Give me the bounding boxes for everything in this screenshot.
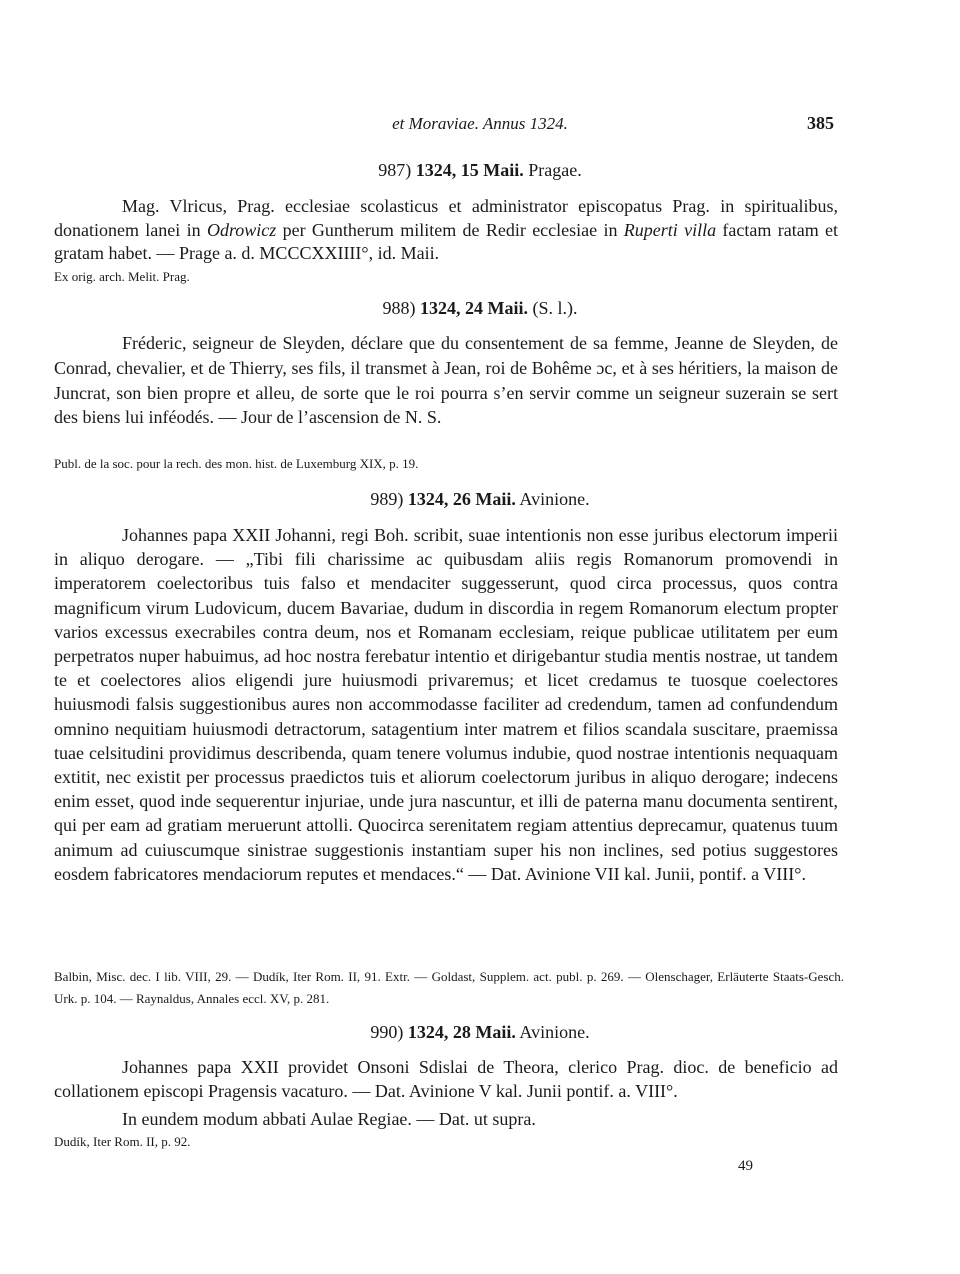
entry-date: 1324, 28 Maii. <box>407 1022 516 1042</box>
entry-place: Avinione. <box>519 489 590 509</box>
entry-source: Ex orig. arch. Melit. Prag. <box>54 269 190 284</box>
entry-date: 1324, 24 Maii. <box>420 298 528 318</box>
entry-heading <box>0 160 960 181</box>
entry-heading <box>0 1022 960 1043</box>
entry-heading <box>0 489 960 510</box>
entry-number: 990) <box>370 1022 404 1042</box>
running-head-title: et Moraviae. Annus 1324. <box>392 114 568 133</box>
entry-number: 988) <box>382 298 416 318</box>
page-number: 385 <box>807 113 834 133</box>
entry-source: Dudík, Iter Rom. II, p. 92. <box>54 1134 191 1149</box>
entry-place: Pragae. <box>528 160 582 180</box>
entry-date: 1324, 15 Maii. <box>415 160 524 180</box>
entry-body: Johannes papa XXII Johanni, regi Boh. scribit, suae intentionis non esse juribus electorum imperii in aliquo derogare. — „Tibi fili charissime ac quibusdam aliis regis Romanorum promovendi in imperatorem coelectoribus tuis falso et mendaciter suggesserunt, quod circa processus, quos contra magnificum virum Ludovicum, ducem Bavariae, dudum in discordia in regem Romanorum electum propter varios excessus execrabiles contra deum, nos et Romanam ecclesiam, reique publicae utilitatem per eum perpetratos nuper habuimus, ad hoc nostra ferebatur intentio et dirigebantur studia mentis nostrae, ut tandem te et coelectores alios eligendi jure huiusmodi privaremus; et licet credamus te tuosque coelectores huiusmodi falsis suggestionibus aures non accommodasse faciliter ad credendum, tamen ad confundendum omnino nequitiam huiusmodi detractorum, satagentium inter matrem et filios scandala suscitare, praemissa tuae celsitudini providimus describenda, quam tenere volumus indubie, quod nostrae intentionis nequaquam extitit, nec existit per processus praedictos tuis et aliorum coelectorum juribus in aliquo derogare; indecens enim esset, quod inde sequerentur injuriae, unde jura nascuntur, et illi de paterna manu documenta sentirent, qui per eam ad gratiam meruerunt attolli. Quocirca serenitatem regiam attentius deprecamur, quatenus tuum animum ad cuiuscumque sinistrae suggestionis instantiam super his non inclines, sed potius suggestores eosdem fabricatores mendaciorum reputes et mendaces.“ — Dat. Avinione VII kal. Junii, pontif. a VIII°. <box>54 525 838 884</box>
entry-body: Johannes papa XXII providet Onsoni Sdislai de Theora, clerico Prag. dioc. de beneficio ad collationem episcopi Pragensis vacaturo. — Dat. Avinione V kal. Junii pontif. a. VIII°. <box>54 1057 838 1101</box>
entry-body-continued: In eundem modum abbati Aulae Regiae. — Dat. ut supra. <box>122 1109 536 1129</box>
entry-number: 987) <box>378 160 412 180</box>
signature-mark: 49 <box>738 1158 753 1174</box>
entry-source: Balbin, Misc. dec. I lib. VIII, 29. — Dudík, Iter Rom. II, 91. Extr. — Goldast, Supplem. act. publ. p. 269. — Olenschager, Erläuterte Staats-Gesch. Urk. p. 104. — Raynaldus, Annales eccl. XV, p. 281. <box>54 969 844 1006</box>
entry-place: (S. l.). <box>532 298 578 318</box>
entry-body: Mag. Vlricus, Prag. ecclesiae scolasticus et administrator episcopatus Prag. in spiritualibus, donationem lanei in Odrowicz per Guntherum militem de Redir ecclesiae in Ruperti villa factam ratam et gratam habet. — Prage a. d. MCCCXXIIII°, id. Maii. <box>54 196 839 264</box>
entry-body: Fréderic, seigneur de Sleyden, déclare que du consentement de sa femme, Jeanne de Sleyden, de Conrad, chevalier, et de Thierry, ses fils, il transmet à Jean, roi de Bohême ɔc, et à ses héritiers, la maison de Juncrat, son bien propre et alleu, de sorte que le roi pourra s’en servir comme un seigneur suzerain se sert des biens lui inféodés. — Jour de l’ascension de N. S. <box>54 333 838 428</box>
entry-number: 989) <box>370 489 404 509</box>
entry-source: Publ. de la soc. pour la rech. des mon. hist. de Luxemburg XIX, p. 19. <box>54 456 419 471</box>
entry-heading <box>0 298 960 319</box>
running-head <box>0 114 960 140</box>
entry-place: Avinione. <box>519 1022 590 1042</box>
entry-date: 1324, 26 Maii. <box>407 489 516 509</box>
